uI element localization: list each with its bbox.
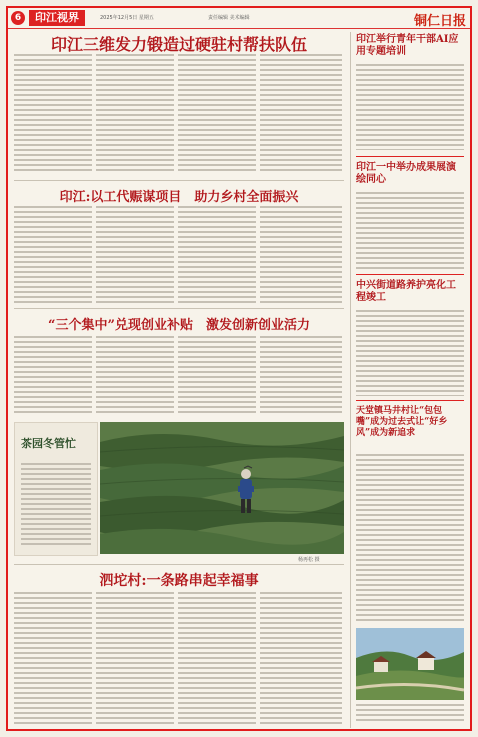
right-text-4 — [356, 454, 464, 622]
editor-line: 责任编辑 美术编辑 — [208, 15, 250, 21]
right-headline-3: 中兴街道路养护亮化工程竣工 — [356, 280, 456, 303]
page-header — [8, 8, 470, 29]
lead-text-col-3 — [178, 54, 256, 174]
lead-text-col-4 — [260, 54, 342, 174]
right-headline-4: 天堂镇马井村让“包包嘴”成为过去式让“好乡风”成为新追求 — [356, 406, 448, 438]
feature-text-col-2 — [96, 592, 174, 724]
village-illustration — [356, 628, 464, 700]
second-text-col-1 — [14, 206, 92, 304]
village-photo-caption — [356, 704, 464, 724]
third-text-col-4 — [260, 336, 342, 414]
third-text-col-3 — [178, 336, 256, 414]
right-text-1 — [356, 64, 464, 150]
callout-title: 茶园冬管忙 — [21, 437, 76, 450]
third-headline: “三个集中”兑现创业补贴 激发创新创业活力 — [48, 318, 310, 333]
village-photo — [356, 628, 464, 700]
second-text-col-2 — [96, 206, 174, 304]
right-text-2 — [356, 192, 464, 270]
second-text-col-3 — [178, 206, 256, 304]
right-text-3 — [356, 310, 464, 396]
section-name: 印江视界 — [29, 10, 85, 26]
right-headline-2: 印江一中举办成果展演绘同心 — [356, 162, 456, 185]
feature-text-col-4 — [260, 592, 342, 724]
lead-text-col-2 — [96, 54, 174, 174]
right-headline-1: 印江举行青年干部AI应用专题培训 — [356, 34, 459, 57]
date-line: 2025年12月5日 星期五 — [100, 15, 154, 21]
tea-garden-illustration — [100, 422, 344, 554]
page-number: 6 — [11, 11, 25, 25]
brand-logo: 铜仁日报 — [413, 14, 466, 29]
third-text-col-1 — [14, 336, 92, 414]
feature-headline: 泗坨村:一条路串起幸福事 — [99, 573, 259, 589]
third-text-col-2 — [96, 336, 174, 414]
photo-callout — [14, 422, 98, 556]
feature-text-col-1 — [14, 592, 92, 724]
newspaper-page — [6, 6, 472, 731]
lead-text-col-1 — [14, 54, 92, 174]
photo-byline: 杨再松 摄 — [298, 557, 320, 563]
second-headline: 印江:以工代赈谋项目 助力乡村全面振兴 — [59, 190, 299, 205]
second-text-col-4 — [260, 206, 342, 304]
callout-text — [21, 463, 91, 545]
tea-garden-photo — [100, 422, 344, 554]
lead-headline: 印江三维发力锻造过硬驻村帮扶队伍 — [50, 35, 307, 54]
feature-text-col-3 — [178, 592, 256, 724]
